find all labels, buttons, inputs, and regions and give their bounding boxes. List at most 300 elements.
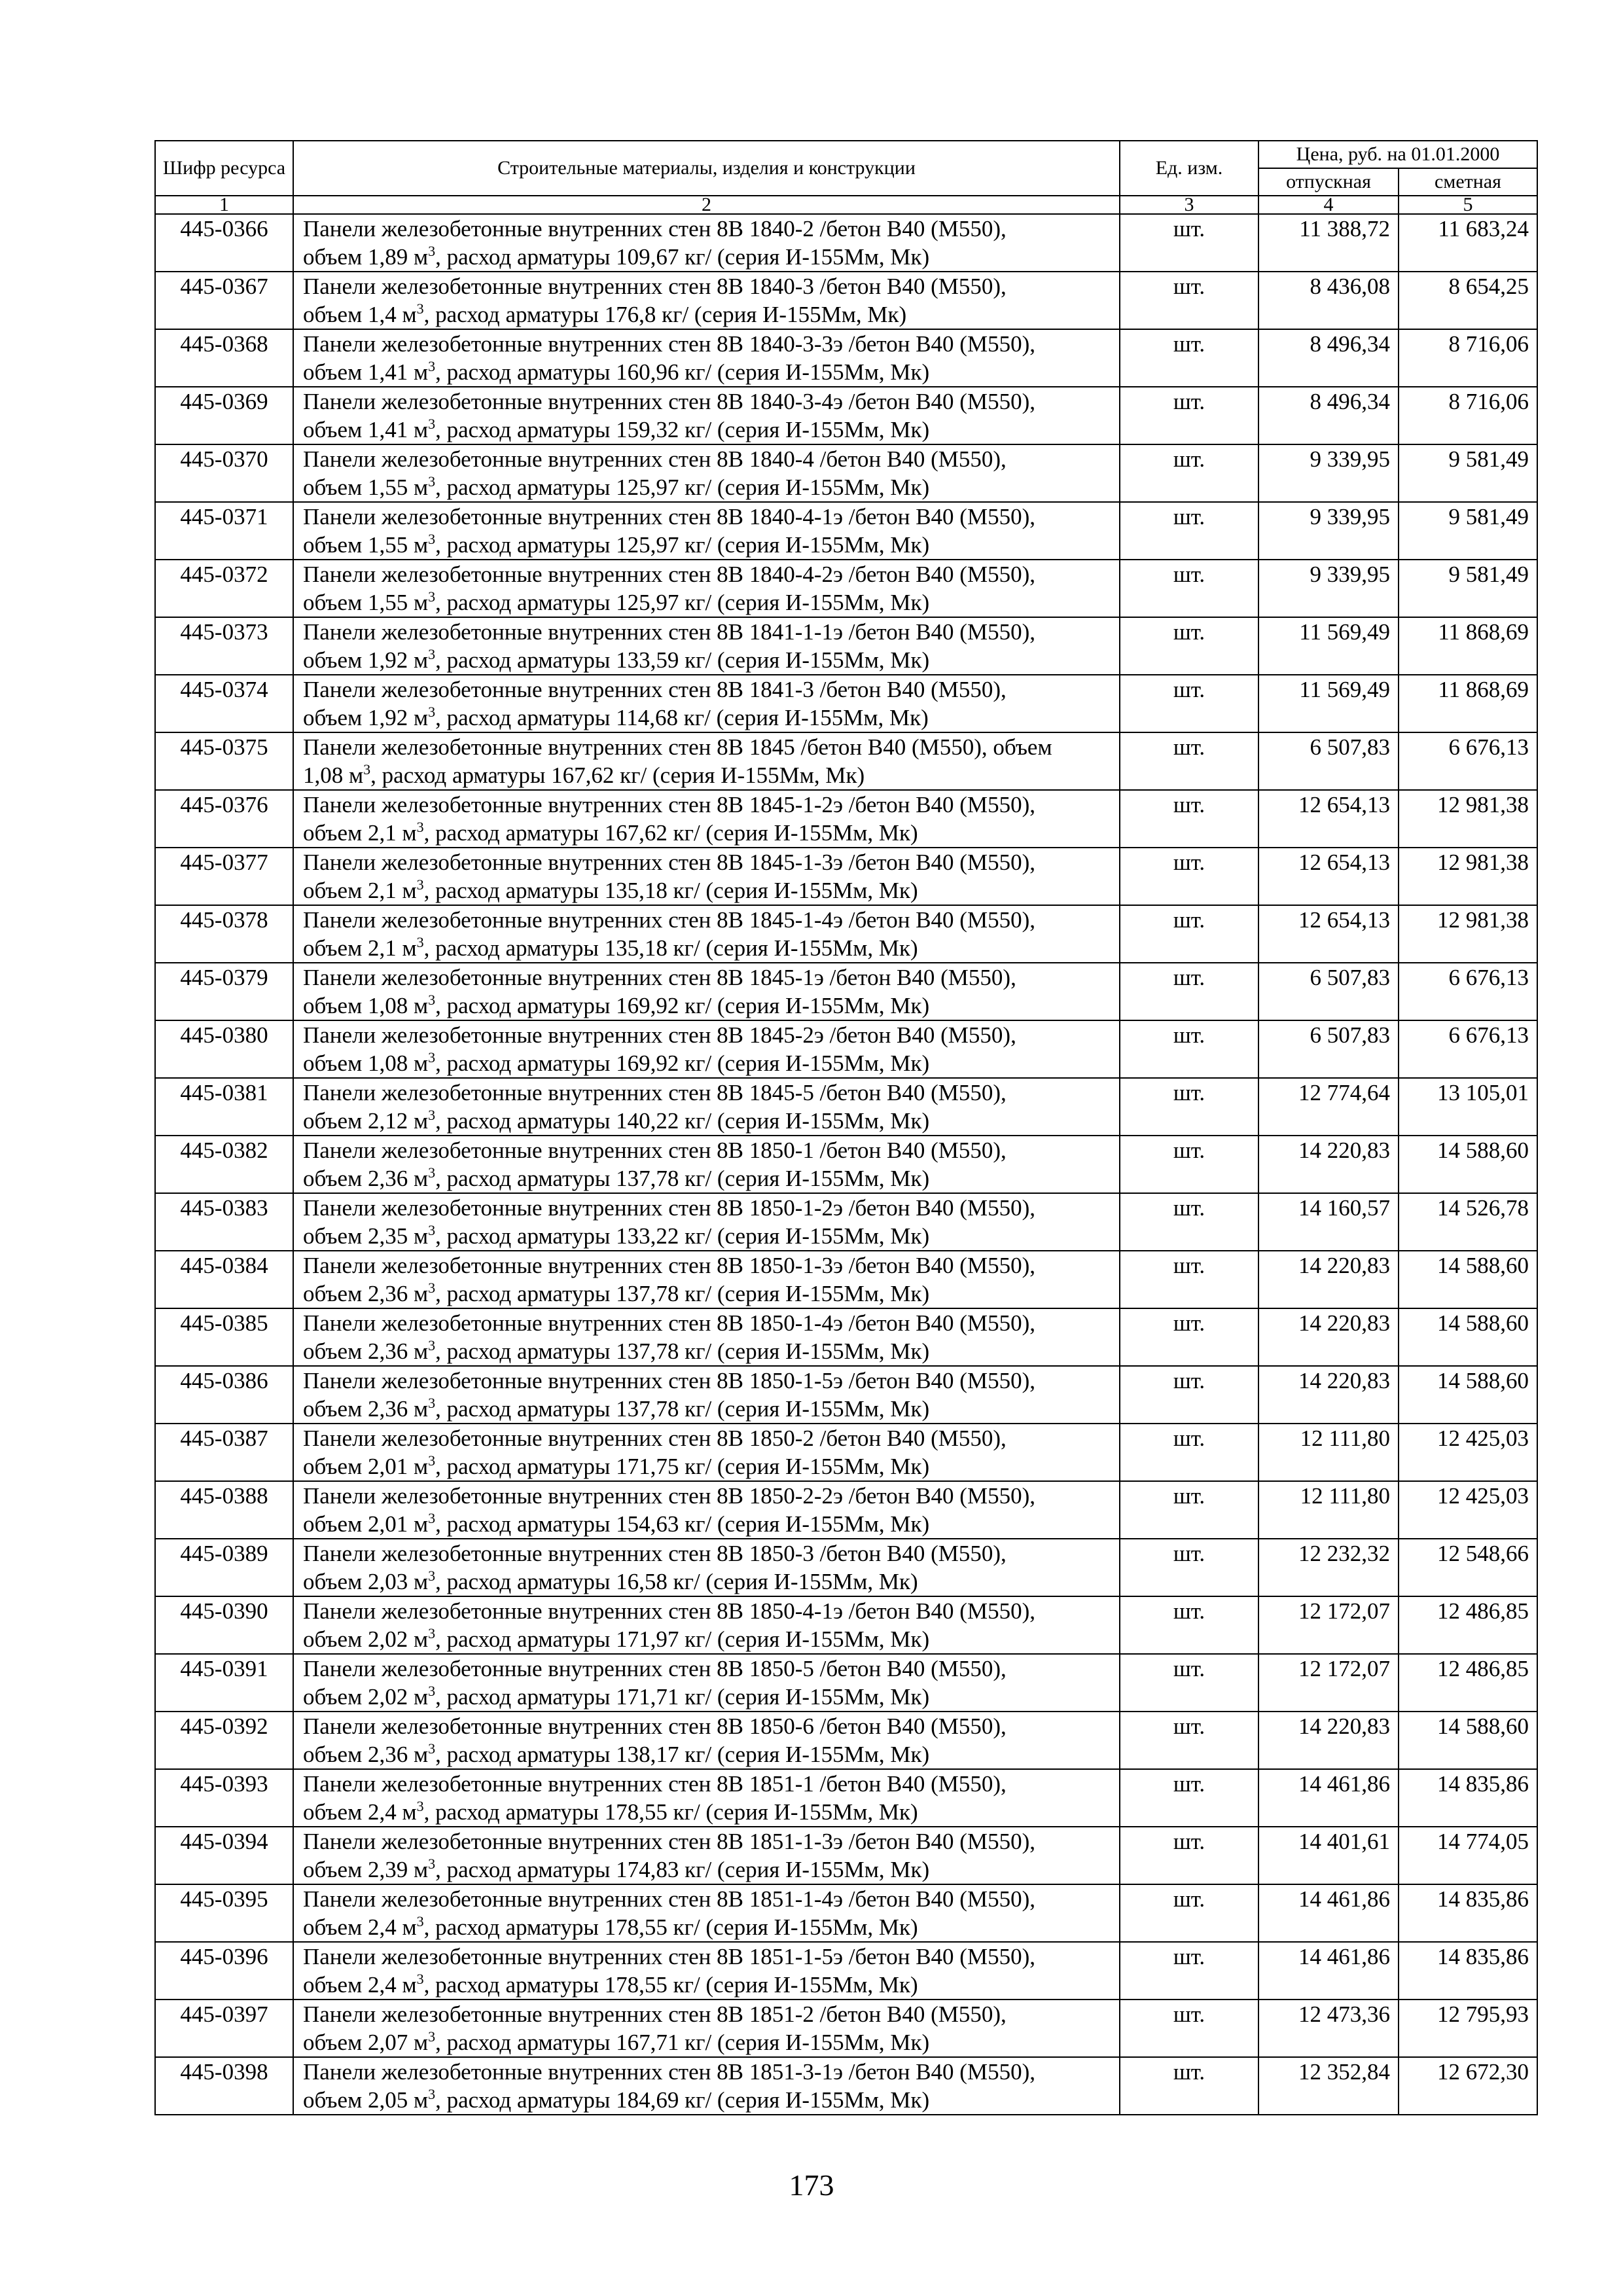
rebar-text: , расход арматуры 138,17 кг/ (серия И-155Мм, Мк) <box>435 1742 930 1767</box>
cubic-superscript: 3 <box>428 531 436 547</box>
material-description <box>293 560 1120 617</box>
description-line-2 <box>303 1222 1114 1250</box>
description-line-1: Панели железобетонные внутренних стен 8В 1841-3 /бетон В40 (М550), <box>303 677 1007 702</box>
unit-cell: шт. <box>1120 732 1258 790</box>
cubic-superscript: 3 <box>416 1913 424 1929</box>
table-row <box>155 1020 1537 1078</box>
unit-cell: шт. <box>1120 1193 1258 1251</box>
wholesale-price: 12 654,13 <box>1258 790 1399 848</box>
estimate-price: 14 588,60 <box>1399 1308 1537 1366</box>
volume-text: объем 2,03 м <box>303 1569 429 1594</box>
description-line-2 <box>303 1452 1114 1480</box>
description-line-2 <box>303 1971 1114 1999</box>
cubic-superscript: 3 <box>428 1568 436 1584</box>
estimate-price: 12 425,03 <box>1399 1424 1537 1481</box>
estimate-price: 12 425,03 <box>1399 1481 1537 1539</box>
resource-code: 445-0386 <box>155 1366 293 1424</box>
description-line-2 <box>303 1683 1114 1711</box>
wholesale-price: 14 461,86 <box>1258 1884 1399 1942</box>
estimate-price: 14 835,86 <box>1399 1884 1537 1942</box>
table-row <box>155 1654 1537 1712</box>
table-row <box>155 1884 1537 1942</box>
estimate-price: 14 526,78 <box>1399 1193 1537 1251</box>
volume-text: объем 2,36 м <box>303 1166 429 1191</box>
table-row <box>155 732 1537 790</box>
resource-code: 445-0396 <box>155 1942 293 2000</box>
table-row <box>155 1539 1537 1596</box>
rebar-text: , расход арматуры 137,78 кг/ (серия И-155Мм, Мк) <box>435 1281 930 1306</box>
volume-text: объем 2,12 м <box>303 1108 429 1134</box>
volume-text: объем 2,4 м <box>303 1914 417 1940</box>
rebar-text: , расход арматуры 169,92 кг/ (серия И-155Мм, Мк) <box>435 1050 930 1076</box>
unit-cell: шт. <box>1120 617 1258 675</box>
resource-code: 445-0389 <box>155 1539 293 1596</box>
cubic-superscript: 3 <box>428 2086 436 2102</box>
cubic-superscript: 3 <box>363 761 371 778</box>
wholesale-price: 8 436,08 <box>1258 272 1399 329</box>
rebar-text: , расход арматуры 137,78 кг/ (серия И-155Мм, Мк) <box>435 1396 930 1422</box>
table-row <box>155 214 1537 272</box>
rebar-text: , расход арматуры 125,97 кг/ (серия И-155Мм, Мк) <box>435 532 930 558</box>
material-description <box>293 905 1120 963</box>
material-description <box>293 444 1120 502</box>
volume-text: объем 2,4 м <box>303 1972 417 1998</box>
header-price: Цена, руб. на 01.01.2000 <box>1258 141 1537 168</box>
estimate-price: 8 654,25 <box>1399 272 1537 329</box>
cubic-superscript: 3 <box>428 1856 436 1872</box>
rebar-text: , расход арматуры 137,78 кг/ (серия И-155Мм, Мк) <box>435 1338 930 1364</box>
material-description <box>293 675 1120 732</box>
description-line-1: Панели железобетонные внутренних стен 8В 1850-1-2э /бетон В40 (М550), <box>303 1195 1035 1221</box>
description-line-2 <box>303 1337 1114 1365</box>
table-row <box>155 963 1537 1020</box>
column-number: 3 <box>1120 196 1258 214</box>
material-description <box>293 1193 1120 1251</box>
wholesale-price: 8 496,34 <box>1258 387 1399 444</box>
cubic-superscript: 3 <box>428 243 436 259</box>
wholesale-price: 12 352,84 <box>1258 2057 1399 2115</box>
volume-text: объем 2,02 м <box>303 1626 429 1652</box>
cubic-superscript: 3 <box>428 1049 436 1066</box>
cubic-superscript: 3 <box>428 1107 436 1123</box>
unit-cell: шт. <box>1120 1481 1258 1539</box>
description-line-1: Панели железобетонные внутренних стен 8В 1840-3-4э /бетон В40 (М550), <box>303 389 1035 414</box>
wholesale-price: 11 569,49 <box>1258 675 1399 732</box>
volume-text: объем 2,1 м <box>303 820 417 846</box>
volume-text: объем 2,07 м <box>303 2030 429 2055</box>
description-line-2 <box>303 1625 1114 1653</box>
description-line-1: Панели железобетонные внутренних стен 8В 1850-1-3э /бетон В40 (М550), <box>303 1253 1035 1278</box>
unit-cell: шт. <box>1120 790 1258 848</box>
description-line-1: Панели железобетонные внутренних стен 8В 1840-4-2э /бетон В40 (М550), <box>303 562 1035 587</box>
rebar-text: , расход арматуры 159,32 кг/ (серия И-155Мм, Мк) <box>435 417 930 442</box>
description-line-2 <box>303 1107 1114 1135</box>
cubic-superscript: 3 <box>428 473 436 490</box>
volume-text: объем 1,92 м <box>303 705 429 730</box>
price-table <box>154 140 1538 2115</box>
material-description <box>293 1884 1120 1942</box>
wholesale-price: 12 172,07 <box>1258 1596 1399 1654</box>
unit-cell: шт. <box>1120 272 1258 329</box>
description-line-2 <box>303 704 1114 732</box>
volume-text: 1,08 м <box>303 762 364 788</box>
material-description <box>293 1366 1120 1424</box>
table-row <box>155 1827 1537 1884</box>
description-line-2 <box>303 531 1114 559</box>
cubic-superscript: 3 <box>428 1510 436 1526</box>
rebar-text: , расход арматуры 171,75 кг/ (серия И-155Мм, Мк) <box>435 1454 930 1479</box>
table-row <box>155 1251 1537 1308</box>
table-row <box>155 1712 1537 1769</box>
wholesale-price: 12 654,13 <box>1258 905 1399 963</box>
resource-code: 445-0390 <box>155 1596 293 1654</box>
estimate-price: 6 676,13 <box>1399 732 1537 790</box>
estimate-price: 12 981,38 <box>1399 790 1537 848</box>
volume-text: объем 1,55 м <box>303 590 429 615</box>
cubic-superscript: 3 <box>428 1337 436 1354</box>
material-description <box>293 963 1120 1020</box>
estimate-price: 14 835,86 <box>1399 1769 1537 1827</box>
unit-cell: шт. <box>1120 1769 1258 1827</box>
table-row <box>155 1308 1537 1366</box>
unit-cell: шт. <box>1120 848 1258 905</box>
material-description <box>293 2000 1120 2057</box>
description-line-1: Панели железобетонные внутренних стен 8В 1850-1-4э /бетон В40 (М550), <box>303 1310 1035 1336</box>
wholesale-price: 12 111,80 <box>1258 1481 1399 1539</box>
cubic-superscript: 3 <box>428 1222 436 1238</box>
volume-text: объем 1,41 м <box>303 417 429 442</box>
wholesale-price: 14 220,83 <box>1258 1712 1399 1769</box>
description-line-2 <box>303 1798 1114 1826</box>
rebar-text: , расход арматуры 171,97 кг/ (серия И-155Мм, Мк) <box>435 1626 930 1652</box>
table-row <box>155 1424 1537 1481</box>
table-row <box>155 675 1537 732</box>
resource-code: 445-0393 <box>155 1769 293 1827</box>
description-line-2 <box>303 876 1114 905</box>
rebar-text: , расход арматуры 137,78 кг/ (серия И-155Мм, Мк) <box>435 1166 930 1191</box>
material-description <box>293 1942 1120 2000</box>
unit-cell: шт. <box>1120 1424 1258 1481</box>
unit-cell: шт. <box>1120 1942 1258 2000</box>
material-description <box>293 1251 1120 1308</box>
rebar-text: , расход арматуры 133,59 кг/ (серия И-155Мм, Мк) <box>435 647 930 673</box>
volume-text: объем 1,08 м <box>303 1050 429 1076</box>
table-row <box>155 387 1537 444</box>
volume-text: объем 2,05 м <box>303 2087 429 2113</box>
wholesale-price: 14 401,61 <box>1258 1827 1399 1884</box>
material-description <box>293 1712 1120 1769</box>
rebar-text: , расход арматуры 178,55 кг/ (серия И-155Мм, Мк) <box>423 1799 918 1825</box>
wholesale-price: 9 339,95 <box>1258 560 1399 617</box>
rebar-text: , расход арматуры 16,58 кг/ (серия И-155Мм, Мк) <box>435 1569 918 1594</box>
material-description <box>293 1020 1120 1078</box>
cubic-superscript: 3 <box>428 992 436 1008</box>
cubic-superscript: 3 <box>428 2028 436 2045</box>
resource-code: 445-0383 <box>155 1193 293 1251</box>
unit-cell: шт. <box>1120 560 1258 617</box>
description-line-1: Панели железобетонные внутренних стен 8В 1850-2 /бетон В40 (М550), <box>303 1426 1007 1451</box>
wholesale-price: 11 388,72 <box>1258 214 1399 272</box>
wholesale-price: 12 473,36 <box>1258 2000 1399 2057</box>
estimate-price: 14 588,60 <box>1399 1712 1537 1769</box>
estimate-price: 14 588,60 <box>1399 1366 1537 1424</box>
wholesale-price: 14 220,83 <box>1258 1308 1399 1366</box>
cubic-superscript: 3 <box>416 1971 424 1987</box>
column-number: 4 <box>1258 196 1399 214</box>
table-row <box>155 444 1537 502</box>
description-line-1: Панели железобетонные внутренних стен 8В 1851-3-1э /бетон В40 (М550), <box>303 2059 1035 2085</box>
estimate-price: 12 672,30 <box>1399 2057 1537 2115</box>
description-line-2 <box>303 646 1114 674</box>
cubic-superscript: 3 <box>428 646 436 662</box>
description-line-1: Панели железобетонные внутренних стен 8В 1850-1 /бетон В40 (М550), <box>303 1138 1007 1163</box>
volume-text: объем 2,35 м <box>303 1223 429 1249</box>
material-description <box>293 502 1120 560</box>
estimate-price: 14 774,05 <box>1399 1827 1537 1884</box>
volume-text: объем 1,92 м <box>303 647 429 673</box>
description-line-2 <box>303 473 1114 501</box>
price-table-container <box>154 140 1537 2115</box>
rebar-text: , расход арматуры 167,62 кг/ (серия И-155Мм, Мк) <box>370 762 865 788</box>
description-line-2 <box>303 358 1114 386</box>
wholesale-price: 14 160,57 <box>1258 1193 1399 1251</box>
resource-code: 445-0370 <box>155 444 293 502</box>
estimate-price: 9 581,49 <box>1399 444 1537 502</box>
cubic-superscript: 3 <box>416 819 424 835</box>
wholesale-price: 11 569,49 <box>1258 617 1399 675</box>
volume-text: объем 2,39 м <box>303 1857 429 1882</box>
material-description <box>293 1596 1120 1654</box>
description-line-1: Панели железобетонные внутренних стен 8В 1845-1э /бетон В40 (М550), <box>303 965 1016 990</box>
estimate-price: 6 676,13 <box>1399 1020 1537 1078</box>
rebar-text: , расход арматуры 133,22 кг/ (серия И-155Мм, Мк) <box>435 1223 930 1249</box>
description-line-1: Панели железобетонные внутренних стен 8В 1840-4-1э /бетон В40 (М550), <box>303 504 1035 529</box>
cubic-superscript: 3 <box>428 1683 436 1699</box>
material-description <box>293 732 1120 790</box>
page-number: 173 <box>789 2168 834 2202</box>
wholesale-price: 12 654,13 <box>1258 848 1399 905</box>
resource-code: 445-0384 <box>155 1251 293 1308</box>
rebar-text: , расход арматуры 160,96 кг/ (серия И-155Мм, Мк) <box>435 359 930 385</box>
estimate-price: 12 548,66 <box>1399 1539 1537 1596</box>
header-code: Шифр ресурса <box>155 141 293 196</box>
cubic-superscript: 3 <box>416 876 424 893</box>
unit-cell: шт. <box>1120 444 1258 502</box>
table-row <box>155 848 1537 905</box>
resource-code: 445-0373 <box>155 617 293 675</box>
unit-cell: шт. <box>1120 2000 1258 2057</box>
wholesale-price: 14 220,83 <box>1258 1366 1399 1424</box>
description-line-1: Панели железобетонные внутренних стен 8В 1851-1-3э /бетон В40 (М550), <box>303 1829 1035 1854</box>
volume-text: объем 2,36 м <box>303 1396 429 1422</box>
description-line-1: Панели железобетонные внутренних стен 8В 1845-5 /бетон В40 (М550), <box>303 1080 1007 1105</box>
description-line-1: Панели железобетонные внутренних стен 8В 1851-2 /бетон В40 (М550), <box>303 2001 1007 2027</box>
resource-code: 445-0375 <box>155 732 293 790</box>
material-description <box>293 2057 1120 2115</box>
estimate-price: 14 588,60 <box>1399 1251 1537 1308</box>
estimate-price: 13 105,01 <box>1399 1078 1537 1136</box>
description-line-2 <box>303 819 1114 847</box>
resource-code: 445-0379 <box>155 963 293 1020</box>
description-line-2 <box>303 2086 1114 2114</box>
material-description <box>293 272 1120 329</box>
estimate-price: 12 795,93 <box>1399 2000 1537 2057</box>
table-row <box>155 905 1537 963</box>
rebar-text: , расход арматуры 140,22 кг/ (серия И-155Мм, Мк) <box>435 1108 930 1134</box>
unit-cell: шт. <box>1120 1366 1258 1424</box>
volume-text: объем 2,1 м <box>303 878 417 903</box>
resource-code: 445-0381 <box>155 1078 293 1136</box>
rebar-text: , расход арматуры 178,55 кг/ (серия И-155Мм, Мк) <box>423 1972 918 1998</box>
volume-text: объем 2,36 м <box>303 1742 429 1767</box>
material-description <box>293 1078 1120 1136</box>
cubic-superscript: 3 <box>428 1740 436 1757</box>
estimate-price: 11 868,69 <box>1399 617 1537 675</box>
cubic-superscript: 3 <box>428 1395 436 1411</box>
material-description <box>293 214 1120 272</box>
resource-code: 445-0397 <box>155 2000 293 2057</box>
description-line-2 <box>303 2028 1114 2056</box>
description-line-1: Панели железобетонные внутренних стен 8В 1851-1-5э /бетон В40 (М550), <box>303 1944 1035 1969</box>
description-line-2 <box>303 1049 1114 1077</box>
wholesale-price: 9 339,95 <box>1258 444 1399 502</box>
estimate-price: 12 486,85 <box>1399 1596 1537 1654</box>
resource-code: 445-0374 <box>155 675 293 732</box>
wholesale-price: 12 232,32 <box>1258 1539 1399 1596</box>
table-row <box>155 329 1537 387</box>
resource-code: 445-0369 <box>155 387 293 444</box>
description-line-2 <box>303 1395 1114 1423</box>
description-line-2 <box>303 1280 1114 1308</box>
unit-cell: шт. <box>1120 963 1258 1020</box>
volume-text: объем 2,36 м <box>303 1281 429 1306</box>
wholesale-price: 8 496,34 <box>1258 329 1399 387</box>
rebar-text: , расход арматуры 135,18 кг/ (серия И-155Мм, Мк) <box>423 935 918 961</box>
volume-text: объем 2,4 м <box>303 1799 417 1825</box>
unit-cell: шт. <box>1120 905 1258 963</box>
estimate-price: 6 676,13 <box>1399 963 1537 1020</box>
wholesale-price: 14 461,86 <box>1258 1769 1399 1827</box>
volume-text: объем 2,01 м <box>303 1511 429 1537</box>
column-number: 1 <box>155 196 293 214</box>
description-line-1: Панели железобетонные внутренних стен 8В 1850-6 /бетон В40 (М550), <box>303 1713 1007 1739</box>
description-line-1: Панели железобетонные внутренних стен 8В 1850-2-2э /бетон В40 (М550), <box>303 1483 1035 1509</box>
table-row <box>155 1078 1537 1136</box>
description-line-1: Панели железобетонные внутренних стен 8В 1840-3 /бетон В40 (М550), <box>303 274 1007 299</box>
description-line-1: Панели железобетонные внутренних стен 8В 1851-1 /бетон В40 (М550), <box>303 1771 1007 1797</box>
estimate-price: 9 581,49 <box>1399 502 1537 560</box>
rebar-text: , расход арматуры 125,97 кг/ (серия И-155Мм, Мк) <box>435 590 930 615</box>
resource-code: 445-0376 <box>155 790 293 848</box>
table-row <box>155 1366 1537 1424</box>
wholesale-price: 6 507,83 <box>1258 963 1399 1020</box>
table-row <box>155 1136 1537 1193</box>
description-line-2 <box>303 1740 1114 1768</box>
volume-text: объем 2,01 м <box>303 1454 429 1479</box>
rebar-text: , расход арматуры 174,83 кг/ (серия И-155Мм, Мк) <box>435 1857 930 1882</box>
description-line-1: Панели железобетонные внутренних стен 8В 1841-1-1э /бетон В40 (М550), <box>303 619 1035 645</box>
resource-code: 445-0367 <box>155 272 293 329</box>
table-row <box>155 2000 1537 2057</box>
resource-code: 445-0394 <box>155 1827 293 1884</box>
volume-text: объем 1,08 м <box>303 993 429 1018</box>
material-description <box>293 387 1120 444</box>
description-line-1: Панели железобетонные внутренних стен 8В 1845-1-4э /бетон В40 (М550), <box>303 907 1035 933</box>
cubic-superscript: 3 <box>416 300 424 317</box>
description-line-1: Панели железобетонные внутренних стен 8В 1851-1-4э /бетон В40 (М550), <box>303 1886 1035 1912</box>
resource-code: 445-0372 <box>155 560 293 617</box>
material-description <box>293 1308 1120 1366</box>
wholesale-price: 14 461,86 <box>1258 1942 1399 2000</box>
resource-code: 445-0388 <box>155 1481 293 1539</box>
material-description <box>293 1654 1120 1712</box>
cubic-superscript: 3 <box>428 1625 436 1641</box>
estimate-price: 14 835,86 <box>1399 1942 1537 2000</box>
material-description <box>293 1424 1120 1481</box>
rebar-text: , расход арматуры 169,92 кг/ (серия И-155Мм, Мк) <box>435 993 930 1018</box>
rebar-text: , расход арматуры 171,71 кг/ (серия И-155Мм, Мк) <box>435 1684 930 1710</box>
resource-code: 445-0371 <box>155 502 293 560</box>
wholesale-price: 12 172,07 <box>1258 1654 1399 1712</box>
volume-text: объем 2,1 м <box>303 935 417 961</box>
rebar-text: , расход арматуры 178,55 кг/ (серия И-155Мм, Мк) <box>423 1914 918 1940</box>
cubic-superscript: 3 <box>416 934 424 950</box>
description-line-2 <box>303 992 1114 1020</box>
estimate-price: 11 683,24 <box>1399 214 1537 272</box>
unit-cell: шт. <box>1120 1884 1258 1942</box>
volume-text: объем 2,02 м <box>303 1684 429 1710</box>
table-row <box>155 1942 1537 2000</box>
description-line-1: Панели железобетонные внутренних стен 8В 1845 /бетон В40 (М550), объем <box>303 734 1052 760</box>
unit-cell: шт. <box>1120 675 1258 732</box>
column-number: 5 <box>1399 196 1537 214</box>
header-name: Строительные материалы, изделия и конструкции <box>293 141 1120 196</box>
cubic-superscript: 3 <box>428 358 436 374</box>
header-unit: Ед. изм. <box>1120 141 1258 196</box>
cubic-superscript: 3 <box>428 1452 436 1469</box>
description-line-2 <box>303 1164 1114 1193</box>
cubic-superscript: 3 <box>428 1164 436 1181</box>
description-line-1: Панели железобетонные внутренних стен 8В 1840-3-3э /бетон В40 (М550), <box>303 331 1035 357</box>
wholesale-price: 6 507,83 <box>1258 732 1399 790</box>
material-description <box>293 1539 1120 1596</box>
description-line-2 <box>303 1510 1114 1538</box>
table-row <box>155 1481 1537 1539</box>
volume-text: объем 1,89 м <box>303 244 429 270</box>
resource-code: 445-0368 <box>155 329 293 387</box>
unit-cell: шт. <box>1120 1827 1258 1884</box>
description-line-2 <box>303 761 1114 789</box>
material-description <box>293 329 1120 387</box>
description-line-1: Панели железобетонные внутренних стен 8В 1845-1-2э /бетон В40 (М550), <box>303 792 1035 817</box>
header-wholesale: отпускная <box>1258 168 1399 196</box>
column-number: 2 <box>293 196 1120 214</box>
unit-cell: шт. <box>1120 2057 1258 2115</box>
estimate-price: 8 716,06 <box>1399 387 1537 444</box>
description-line-1: Панели железобетонные внутренних стен 8В 1845-1-3э /бетон В40 (М550), <box>303 850 1035 875</box>
description-line-1: Панели железобетонные внутренних стен 8В 1850-3 /бетон В40 (М550), <box>303 1541 1007 1566</box>
rebar-text: , расход арматуры 135,18 кг/ (серия И-155Мм, Мк) <box>423 878 918 903</box>
cubic-superscript: 3 <box>428 704 436 720</box>
description-line-1: Панели железобетонные внутренних стен 8В 1840-4 /бетон В40 (М550), <box>303 446 1007 472</box>
table-row <box>155 2057 1537 2115</box>
volume-text: объем 2,36 м <box>303 1338 429 1364</box>
rebar-text: , расход арматуры 125,97 кг/ (серия И-155Мм, Мк) <box>435 475 930 500</box>
unit-cell: шт. <box>1120 1712 1258 1769</box>
cubic-superscript: 3 <box>428 1280 436 1296</box>
resource-code: 445-0385 <box>155 1308 293 1366</box>
estimate-price: 14 588,60 <box>1399 1136 1537 1193</box>
